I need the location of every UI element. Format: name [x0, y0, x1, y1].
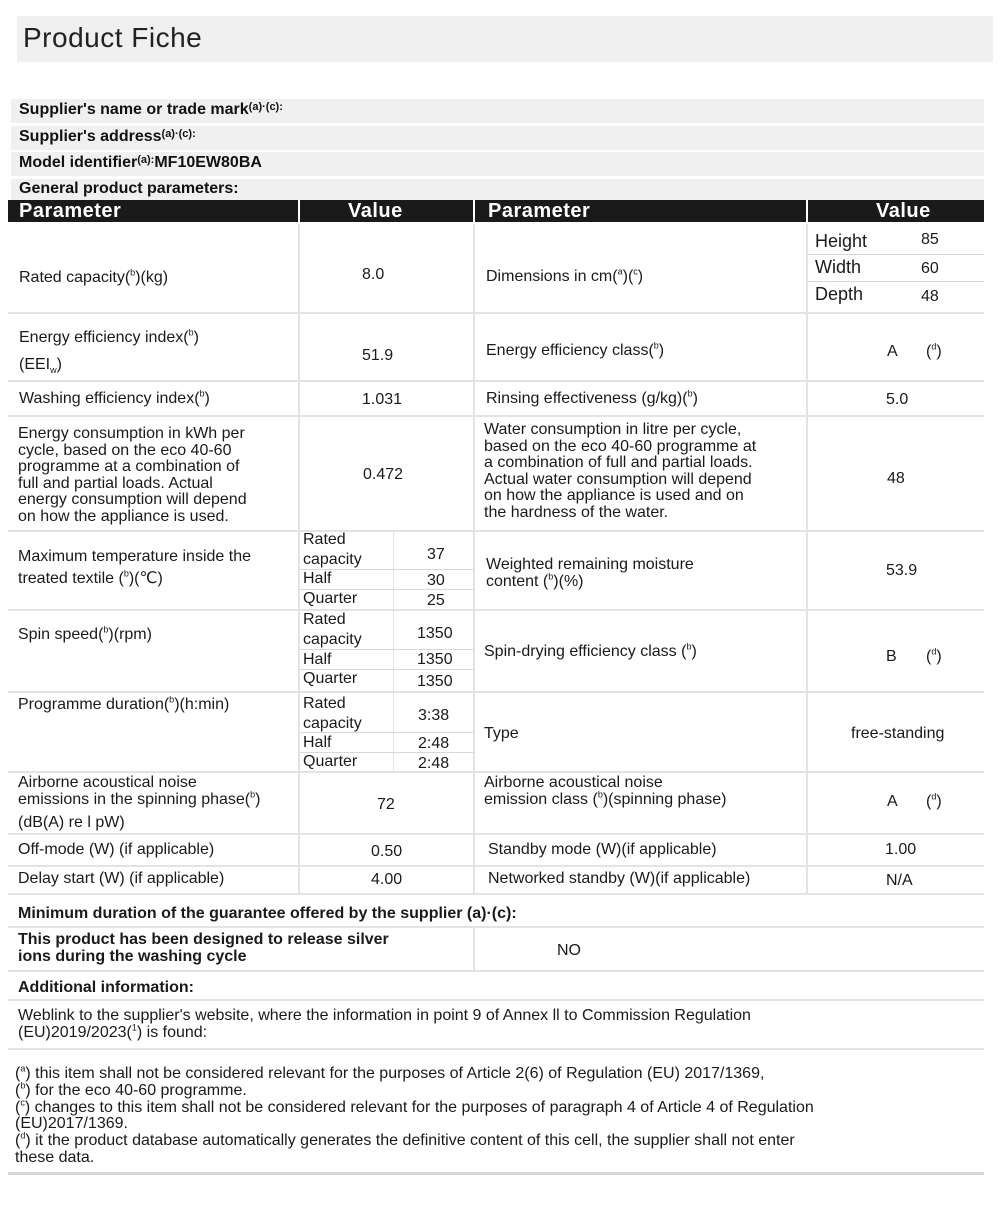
max-temp-half-label: Half	[303, 570, 332, 587]
supplier-address-label: Supplier's address	[19, 128, 162, 145]
title-bar	[17, 16, 993, 62]
max-temp-label-2: treated textile ($^b$)(℃)	[18, 568, 163, 587]
sub-divider	[808, 281, 984, 282]
row-divider	[8, 926, 984, 928]
duration-half-label: Half	[303, 734, 332, 751]
row-divider	[8, 415, 984, 417]
max-temp-quarter: 25	[427, 592, 445, 609]
moisture-label-2: content ($^b$)(%)	[486, 571, 584, 590]
capacity-label: Rated capacity($^b$)(kg)	[19, 267, 169, 286]
max-temp-rated-label-2: capacity	[303, 551, 362, 568]
depth-value: 48	[921, 288, 939, 305]
eei-label: Energy efficiency index($^b$)	[19, 327, 199, 346]
guarantee-label: Minimum duration of the guarantee offered by the supplier (a)·(c):	[18, 905, 517, 922]
max-temp-rated: 37	[427, 546, 445, 563]
silver-value: NO	[557, 942, 581, 959]
spin-quarter-label: Quarter	[303, 670, 358, 687]
energy-consumption-value: 0.472	[363, 466, 404, 483]
water-consumption-label: Water consumption in litre per cycle, based on the eco 40-60 programme at a combination of full and partial loads. Actual water consumption will depend on how the appliance is used and on the hardness of the water.	[484, 421, 757, 521]
depth-label: Depth	[815, 284, 864, 304]
model-value: MF10EW80BA	[154, 154, 262, 171]
model-label: Model identifier	[19, 154, 138, 171]
row-divider	[8, 1048, 984, 1050]
footnote-d-2: these data.	[15, 1149, 95, 1166]
weblink-text: Weblink to the supplier's website, where the information in point 9 of Annex ll to Commission Regulation	[18, 1007, 751, 1024]
noise-class-note: ($^d$)	[926, 791, 942, 810]
water-consumption-value: 48	[887, 470, 905, 487]
supplier-address-row	[11, 126, 984, 150]
standby-value: 1.00	[885, 841, 917, 858]
delay-value: 4.00	[371, 871, 403, 888]
type-value: free-standing	[851, 725, 945, 742]
eei-label-sub: $(EEI_w)$	[19, 356, 62, 376]
header-value-1: Value	[300, 200, 473, 222]
spin-half-label: Half	[303, 651, 332, 668]
supplier-name-footnote: (a)·(c):	[248, 101, 283, 113]
wei-label: Washing efficiency index($^b$)	[19, 388, 210, 407]
sub-divider	[300, 732, 473, 733]
noise-label-2: emissions in the spinning phase($^b$)	[18, 789, 261, 808]
row-divider	[8, 833, 984, 835]
dimensions-label: Dimensions in cm($^a$)($^c$)	[486, 266, 644, 285]
supplier-address-footnote: (a)·(c):	[161, 128, 196, 140]
duration-half: 2:48	[418, 735, 450, 752]
rinse-value: 5.0	[886, 391, 909, 408]
spin-class-value: B	[886, 648, 897, 665]
footnote-c: ($^c$) changes to this item shall not be considered relevant for the purposes of paragraph 4 of Article 4 of Regulation	[15, 1097, 814, 1116]
header-parameter-2: Parameter	[475, 200, 806, 222]
header-value-2: Value	[808, 200, 984, 222]
noise-class-label: Airborne acoustical noise	[484, 774, 663, 791]
capacity-value: 8.0	[362, 266, 385, 283]
row-divider	[8, 691, 984, 693]
silver-label-2: ions during the washing cycle	[18, 948, 247, 965]
max-temp-half: 30	[427, 572, 445, 589]
type-label: Type	[484, 725, 519, 742]
spin-quarter: 1350	[417, 673, 453, 690]
duration-label: Programme duration($^b$)(h:min)	[18, 694, 230, 713]
spin-rated-label: Rated	[303, 611, 346, 628]
energy-consumption-label: Energy consumption in kWh per cycle, based on the eco 40-60 programme at a combination of full and partial loads. Actual energy consumption will depend on how the appliance is used.	[18, 425, 247, 525]
row-divider	[8, 893, 984, 895]
row-divider	[8, 865, 984, 867]
spin-rated-label-2: capacity	[303, 631, 362, 648]
height-value: 85	[921, 231, 939, 248]
row-divider	[8, 970, 984, 972]
sub-divider	[300, 649, 473, 650]
footnote-a: ($^a$) this item shall not be considered relevant for the purposes of Article 2(6) of Regulation (EU) 2017/1369,	[15, 1063, 765, 1082]
additional-info-label: Additional information:	[18, 979, 194, 996]
model-row	[11, 152, 984, 176]
max-temp-label: Maximum temperature inside the	[18, 548, 251, 565]
row-divider	[8, 771, 984, 773]
footnote-c-2: (EU)2017/1369.	[15, 1115, 128, 1132]
moisture-value: 53.9	[886, 562, 918, 579]
wei-value: 1.031	[362, 391, 403, 408]
duration-rated-label: Rated	[303, 695, 346, 712]
weblink-text-2: (EU)2019/2023($^1$) is found:	[18, 1022, 208, 1041]
bottom-divider	[8, 1172, 984, 1175]
general-params-row	[11, 179, 984, 200]
eei-value: 51.9	[362, 347, 394, 364]
duration-rated-label-2: capacity	[303, 715, 362, 732]
networked-value: N/A	[886, 872, 913, 889]
silver-label: This product has been designed to release silver	[18, 931, 389, 948]
noise-label-3: (dB(A) re l pW)	[18, 814, 125, 831]
standby-label: Standby mode (W)(if applicable)	[488, 841, 717, 858]
spin-rated: 1350	[417, 625, 453, 642]
model-footnote: (a):	[137, 154, 155, 166]
sub-divider	[808, 254, 984, 255]
noise-label: Airborne acoustical noise	[18, 774, 197, 791]
noise-class-label-2: emission class ($^b$)(spinning phase)	[484, 789, 727, 808]
grid-line	[473, 224, 475, 894]
height-label: Height	[815, 231, 868, 251]
eec-value: A	[887, 343, 898, 360]
footnote-d: ($^d$) it the product database automatically generates the definitive content of this cell, the supplier shall not enter	[15, 1130, 795, 1149]
off-mode-label: Off-mode (W) (if applicable)	[18, 841, 215, 858]
duration-rated: 3:38	[418, 707, 450, 724]
header-parameter-1: Parameter	[8, 200, 298, 222]
width-value: 60	[921, 260, 939, 277]
general-params-label: General product parameters:	[19, 180, 239, 197]
row-divider	[8, 312, 984, 314]
duration-quarter: 2:48	[418, 755, 450, 772]
max-temp-rated-label: Rated	[303, 531, 346, 548]
footnote-b: ($^b$) for the eco 40-60 programme.	[15, 1080, 247, 1099]
noise-class-value: A	[887, 793, 898, 810]
row-divider	[8, 999, 984, 1001]
spin-half: 1350	[417, 651, 453, 668]
supplier-name-row	[11, 99, 984, 123]
noise-value: 72	[377, 796, 395, 813]
row-divider	[8, 380, 984, 382]
off-mode-value: 0.50	[371, 843, 403, 860]
networked-label: Networked standby (W)(if applicable)	[488, 870, 751, 887]
spin-class-note: ($^d$)	[926, 646, 942, 665]
spin-class-label: Spin-drying efficiency class ($^b$)	[484, 641, 697, 660]
grid-line	[298, 224, 300, 894]
row-divider	[8, 609, 984, 611]
grid-line	[806, 224, 808, 894]
eec-label: Energy efficiency class($^b$)	[486, 340, 665, 359]
row-divider	[8, 530, 984, 532]
spin-speed-label: Spin speed($^b$)(rpm)	[18, 624, 152, 643]
delay-label: Delay start (W) (if applicable)	[18, 870, 225, 887]
page-title: Product Fiche	[23, 22, 203, 53]
duration-quarter-label: Quarter	[303, 753, 358, 770]
width-label: Width	[815, 257, 862, 277]
rinse-label: Rinsing effectiveness (g/kg)($^b$)	[486, 388, 698, 407]
max-temp-quarter-label: Quarter	[303, 590, 358, 607]
grid-line	[393, 532, 394, 772]
grid-line	[473, 928, 475, 970]
supplier-name-label: Supplier's name or trade mark	[19, 101, 249, 118]
moisture-label: Weighted remaining moisture	[486, 556, 694, 573]
eec-note: ($^d$)	[926, 341, 942, 360]
